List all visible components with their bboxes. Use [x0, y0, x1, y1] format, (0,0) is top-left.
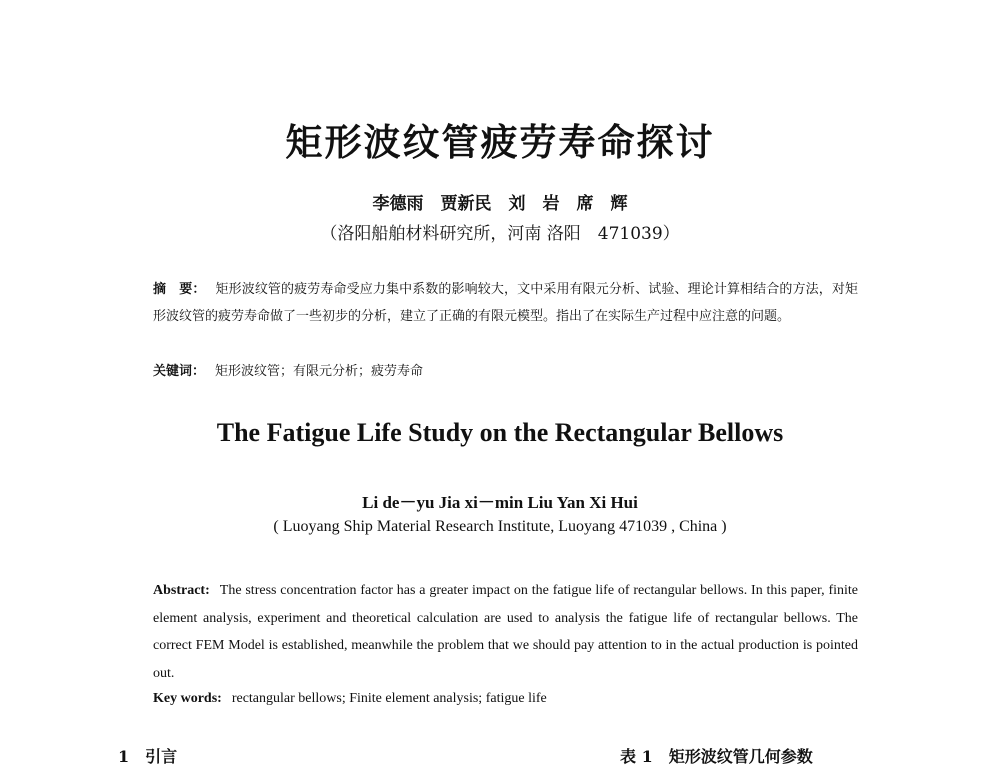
chinese-authors: 李德雨 贾新民 刘 岩 席 辉 [372, 194, 628, 214]
chinese-keywords-label: 关键词： [153, 364, 206, 379]
chinese-affiliation: （洛阳船舶材料研究所，河南 洛阳 471039） [320, 224, 680, 244]
table-caption: 表 1 矩形波纹管几何参数 [620, 747, 813, 766]
english-title: The Fatigue Life Study on the Rectangular Bellows [216, 418, 784, 447]
english-affiliation: ( Luoyang Ship Material Research Institute, Luoyang 471039 , China ) [273, 518, 727, 535]
chinese-keywords-text: 矩形波纹管；有限元分析；疲劳寿命 [215, 364, 424, 379]
english-keywords-text: rectangular bellows; Finite element analysis; fatigue life [231, 691, 547, 706]
chinese-abstract-label: 摘 要： [153, 282, 206, 297]
chinese-title: 矩形波纹管疲劳寿命探讨 [285, 120, 715, 164]
english-keywords [153, 685, 858, 713]
section-heading-introduction: 1 引言 [118, 747, 178, 766]
chinese-abstract-text: 矩形波纹管的疲劳寿命受应力集中系数的影响较大，文中采用有限元分析、试验、理论计算相结合的方法，对矩形波纹管的疲劳寿命做了一些初步的分析，建立了正确的有限元模型。指出了在实际生产过程中应注意的问题。 [153, 282, 858, 324]
chinese-keywords [153, 358, 858, 385]
english-abstract-label: Abstract: [153, 583, 210, 598]
english-abstract-text: The stress concentration factor has a greater impact on the fatigue life of rectangular bellows. In this paper, finite element analysis, experiment and theoretical calculation are used to analysis the fatigue life of rectangular bellows. The correct FEM Model is established, meanwhile the problem that we should pay attention to in the actual production is pointed out. [153, 583, 858, 681]
english-keywords-label: Key words: [153, 691, 222, 706]
chinese-abstract [153, 276, 858, 330]
english-abstract [153, 577, 858, 687]
english-authors: Li de－yu Jia xi－min Liu Yan Xi Hui [362, 493, 638, 512]
